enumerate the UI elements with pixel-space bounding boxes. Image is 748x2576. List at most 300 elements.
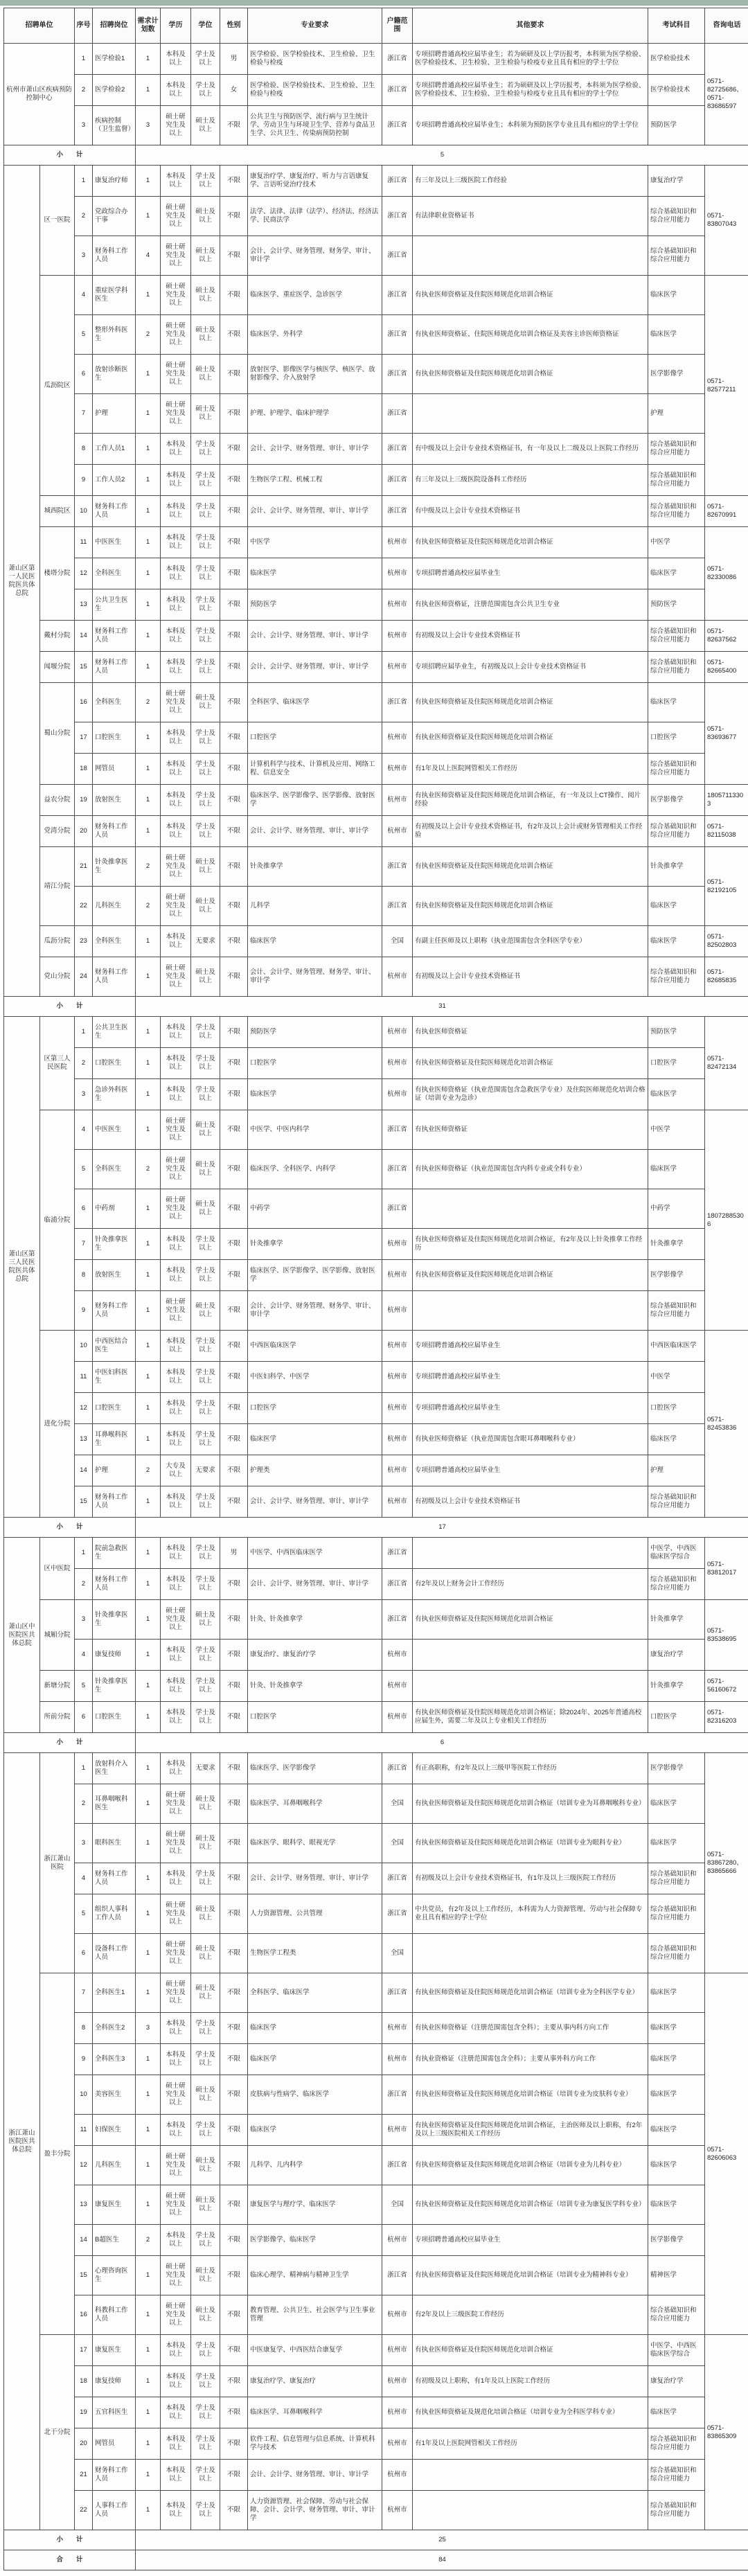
cell-degree: 硕士及以上 (191, 2185, 220, 2225)
subunit-cell: 区第三人民医院 (40, 1017, 75, 1110)
cell-seq: 1 (75, 1017, 93, 1048)
cell-degree: 硕士及以上 (191, 1934, 220, 1973)
cell-degree: 无要求 (191, 926, 220, 957)
cell-exam-subject: 口腔医学 (648, 1702, 705, 1733)
cell-other-requirements (413, 394, 648, 434)
cell-major: 临床医学 (248, 1424, 382, 1455)
cell-major: 中医学、中医内科学 (248, 1110, 382, 1150)
cell-post: 康复医生 (93, 2185, 136, 2225)
cell-region: 杭州市 (382, 2335, 413, 2366)
cell-education: 硕士研究生及以上 (161, 957, 191, 997)
cell-other-requirements: 有执业医师资格证 (413, 1017, 648, 1048)
table-row (4, 2428, 748, 2460)
cell-other-requirements: 有初级及以上会计专业技术资格证书 (413, 621, 648, 652)
cell-gender: 不限 (220, 2366, 248, 2397)
cell-seq: 1 (75, 1753, 93, 1784)
cell-exam-subject: 临床医学 (648, 2397, 705, 2428)
cell-seq: 12 (75, 558, 93, 589)
cell-degree: 学士及以上 (191, 652, 220, 683)
cell-region: 杭州市 (382, 1048, 413, 1079)
cell-post: 放射医生 (93, 1260, 136, 1291)
cell-education: 本科及以上 (161, 1331, 191, 1362)
cell-major: 预防医学 (248, 589, 382, 621)
cell-count: 1 (136, 44, 161, 75)
cell-count: 1 (136, 197, 161, 236)
cell-exam-subject: 综合基础知识和综合应用能力 (648, 2491, 705, 2530)
cell-exam-subject: 临床医学 (648, 2075, 705, 2115)
table-row (4, 1189, 748, 1229)
cell-region: 浙江省 (382, 465, 413, 496)
cell-seq: 1 (75, 166, 93, 197)
cell-seq: 15 (75, 1486, 93, 1518)
cell-exam-subject: 中医学 (648, 1362, 705, 1393)
cell-post: 院前急救医生 (93, 1538, 136, 1569)
cell-gender: 不限 (220, 1753, 248, 1784)
cell-gender: 不限 (220, 1362, 248, 1393)
cell-post: 眼科医生 (93, 1824, 136, 1863)
table-row (4, 2295, 748, 2335)
cell-count: 1 (136, 2185, 161, 2225)
table-row (4, 315, 748, 355)
cell-major: 临床医学 (248, 1079, 382, 1110)
cell-major: 临床医学、医学影像学、医学影像、放射医学 (248, 785, 382, 816)
cell-gender: 不限 (220, 1894, 248, 1934)
cell-major: 康复治疗学、康复治疗、听力与言语康复学、言语听觉治疗技术 (248, 166, 382, 197)
cell-seq: 13 (75, 2185, 93, 2225)
cell-other-requirements (413, 2491, 648, 2530)
cell-region: 杭州市 (382, 1017, 413, 1048)
cell-seq: 3 (75, 1600, 93, 1640)
cell-major: 生物医学工程类 (248, 1934, 382, 1973)
cell-major: 全科医学、临床医学 (248, 1973, 382, 2013)
cell-other-requirements: 有执业医师资格证、住院医师规范化培训合格证及美容主诊医师资格证 (413, 315, 648, 355)
cell-region: 浙江省 (382, 394, 413, 434)
cell-other-requirements: 有执业医师资格证及住院医师规范化培训合格证，主治医师及以上职称，有2年及以上三级医院相关工作经历 (413, 2115, 648, 2146)
cell-seq: 6 (75, 1934, 93, 1973)
cell-count: 1 (136, 2460, 161, 2491)
cell-other-requirements: 有2年及以上财务会计工作经历 (413, 1569, 648, 1600)
subunit-cell: 新塘分院 (40, 1671, 75, 1702)
cell-count: 2 (136, 1455, 161, 1486)
cell-gender: 不限 (220, 558, 248, 589)
cell-count: 1 (136, 2044, 161, 2075)
cell-gender: 不限 (220, 106, 248, 145)
cell-education: 硕士研究生及以上 (161, 847, 191, 887)
cell-post: 财务科工作人员 (93, 816, 136, 847)
table-row (4, 1017, 748, 1048)
cell-region: 杭州市 (382, 2225, 413, 2256)
cell-seq: 3 (75, 1824, 93, 1863)
cell-seq: 10 (75, 496, 93, 527)
cell-count: 4 (136, 236, 161, 276)
cell-education: 硕士研究生及以上 (161, 236, 191, 276)
cell-education: 硕士研究生及以上 (161, 1784, 191, 1824)
cell-education: 本科及以上 (161, 589, 191, 621)
cell-seq: 18 (75, 754, 93, 785)
table-row (4, 394, 748, 434)
cell-exam-subject: 医学影像学 (648, 2225, 705, 2256)
cell-major: 会计、会计学、财务管理、审计、审计学 (248, 2460, 382, 2491)
cell-count: 1 (136, 957, 161, 997)
cell-post: 全科医生 (93, 558, 136, 589)
cell-seq: 4 (75, 1863, 93, 1894)
cell-region: 浙江省 (382, 2256, 413, 2295)
cell-major: 临床医学、全科医学、内科学 (248, 1150, 382, 1189)
cell-post: 财务科工作人员 (93, 2460, 136, 2491)
cell-post: 财务科工作人员 (93, 957, 136, 997)
cell-count: 2 (136, 847, 161, 887)
cell-degree: 学士及以上 (191, 1671, 220, 1702)
cell-region: 浙江省 (382, 75, 413, 106)
cell-post: 妇保医生 (93, 2115, 136, 2146)
cell-major: 康复治疗、康复治疗学 (248, 1640, 382, 1671)
cell-post: 针灸推拿医生 (93, 1671, 136, 1702)
cell-other-requirements: 有初级及以上会计专业技术资格证书 (413, 957, 648, 997)
cell-education: 本科及以上 (161, 621, 191, 652)
cell-gender: 不限 (220, 722, 248, 754)
cell-region: 浙江省 (382, 355, 413, 394)
cell-education: 硕士研究生及以上 (161, 2146, 191, 2185)
cell-count: 1 (136, 1229, 161, 1260)
cell-post: 医学检验2 (93, 75, 136, 106)
cell-region: 浙江省 (382, 1569, 413, 1600)
cell-degree: 硕士及以上 (191, 1189, 220, 1229)
cell-gender: 不限 (220, 1260, 248, 1291)
table-row (4, 1331, 748, 1362)
cell-exam-subject: 综合基础知识和综合应用能力 (648, 816, 705, 847)
cell-count: 1 (136, 1702, 161, 1733)
cell-degree: 学士及以上 (191, 166, 220, 197)
cell-exam-subject: 临床医学 (648, 276, 705, 315)
cell-region: 杭州市 (382, 1229, 413, 1260)
table-row (4, 1671, 748, 1702)
table-row (4, 106, 748, 145)
cell-degree: 硕士及以上 (191, 1291, 220, 1331)
cell-seq: 12 (75, 1393, 93, 1424)
cell-seq: 5 (75, 1894, 93, 1934)
cell-count: 1 (136, 926, 161, 957)
cell-post: 护理 (93, 1455, 136, 1486)
cell-count: 2 (136, 1150, 161, 1189)
cell-region: 杭州市 (382, 1079, 413, 1110)
cell-other-requirements: 有执业医师资格证及住院医师规范化培训合格证，有2年及以上针灸推拿工作经历 (413, 1229, 648, 1260)
subunit-cell: 区一医院 (40, 166, 75, 276)
cell-region: 杭州市 (382, 589, 413, 621)
table-row (4, 2044, 748, 2075)
cell-seq: 15 (75, 652, 93, 683)
cell-major: 中药学 (248, 1189, 382, 1229)
cell-exam-subject: 临床医学 (648, 1824, 705, 1863)
cell-gender: 不限 (220, 1079, 248, 1110)
cell-exam-subject: 临床医学 (648, 2146, 705, 2185)
cell-major: 针灸推拿学 (248, 1229, 382, 1260)
cell-other-requirements: 有执业医师资格证及住院医师规范化培训合格证 (413, 276, 648, 315)
cell-gender: 不限 (220, 1331, 248, 1362)
subunit-cell: 浙江萧山医院 (40, 1753, 75, 1973)
cell-degree: 硕士及以上 (191, 1150, 220, 1189)
cell-education: 本科及以上 (161, 1702, 191, 1733)
cell-degree: 学士及以上 (191, 2335, 220, 2366)
table-row (4, 2185, 748, 2225)
cell-seq: 1 (75, 1538, 93, 1569)
subunit-cell: 蜀山分院 (40, 683, 75, 785)
cell-major: 临床医学 (248, 2115, 382, 2146)
cell-degree: 学士及以上 (191, 2044, 220, 2075)
cell-exam-subject: 综合基础知识和综合应用能力 (648, 957, 705, 997)
cell-other-requirements: 有初级及以上会计专业技术资格证书，有1年及以上三级医院工作经历 (413, 1863, 648, 1894)
cell-education: 本科及以上 (161, 434, 191, 465)
cell-region: 杭州市 (382, 1331, 413, 1362)
cell-other-requirements: 有执业医师资格证及住院医师规范化培训合格证（培训专业为精神科专业） (413, 2256, 648, 2295)
cell-education: 本科及以上 (161, 1569, 191, 1600)
cell-region: 杭州市 (382, 621, 413, 652)
column-header: 性别 (220, 8, 248, 44)
cell-post: 公共卫生医生 (93, 1017, 136, 1048)
cell-education: 本科及以上 (161, 1486, 191, 1518)
cell-post: 中医医生 (93, 1110, 136, 1150)
cell-other-requirements: 有执业医师资格证及住院医师规范化培训合格证 (413, 887, 648, 926)
cell-gender: 不限 (220, 1600, 248, 1640)
cell-count: 1 (136, 2491, 161, 2530)
cell-exam-subject: 综合基础知识和综合应用能力 (648, 1291, 705, 1331)
subtotal-row (4, 997, 748, 1017)
cell-education: 本科及以上 (161, 2460, 191, 2491)
cell-other-requirements (413, 1189, 648, 1229)
total-row (4, 2550, 748, 2570)
cell-count: 1 (136, 355, 161, 394)
cell-major: 会计、会计学、财务管理、审计、审计学 (248, 496, 382, 527)
subtotal-row (4, 1518, 748, 1538)
table-row (4, 1569, 748, 1600)
subunit-cell: 戴村分院 (40, 621, 75, 652)
cell-degree: 学士及以上 (191, 1863, 220, 1894)
cell-post: 放射科介入医生 (93, 1753, 136, 1784)
cell-degree: 学士及以上 (191, 1331, 220, 1362)
cell-major: 中医康复学、中西医结合康复学 (248, 2335, 382, 2366)
cell-exam-subject: 临床医学 (648, 1973, 705, 2013)
cell-other-requirements: 有执业医师资格证及住院医师规范化培训合格证，有一年及以上CT操作、阅片经验 (413, 785, 648, 816)
cell-seq: 13 (75, 1424, 93, 1455)
cell-seq: 5 (75, 1671, 93, 1702)
cell-phone: 0571-82606063 (705, 1973, 748, 2335)
cell-count: 1 (136, 1017, 161, 1048)
cell-gender: 不限 (220, 197, 248, 236)
cell-gender: 不限 (220, 1640, 248, 1671)
cell-major: 生物医学工程、机械工程 (248, 465, 382, 496)
cell-exam-subject: 综合基础知识和综合应用能力 (648, 465, 705, 496)
subunit-cell: 区中医院 (40, 1538, 75, 1600)
cell-exam-subject: 针灸推拿学 (648, 1671, 705, 1702)
cell-gender: 不限 (220, 355, 248, 394)
cell-region: 杭州市 (382, 2115, 413, 2146)
cell-major: 预防医学 (248, 1017, 382, 1048)
cell-other-requirements: 有法律职业资格证书 (413, 197, 648, 236)
cell-count: 1 (136, 166, 161, 197)
cell-phone: 0571-82316203 (705, 1702, 748, 1733)
cell-major: 临床心理学、精神病与精神卫生学 (248, 2256, 382, 2295)
cell-count: 1 (136, 1538, 161, 1569)
cell-other-requirements: 有1年及以上医院网管相关工作经历 (413, 2428, 648, 2460)
cell-gender: 不限 (220, 2491, 248, 2530)
cell-post: 中医妇科医生 (93, 1362, 136, 1393)
cell-degree: 学士及以上 (191, 754, 220, 785)
cell-post: 急诊外科医生 (93, 1079, 136, 1110)
cell-degree: 学士及以上 (191, 1079, 220, 1110)
subtotal-value: 25 (136, 2530, 748, 2550)
cell-post: 党政综合办干事 (93, 197, 136, 236)
cell-education: 本科及以上 (161, 1640, 191, 1671)
cell-region: 杭州市 (382, 2295, 413, 2335)
cell-other-requirements: 有初级及以上会计专业技术资格证书，有2年及以上会计或财务管理相关工作经验 (413, 816, 648, 847)
cell-post: 康复技师 (93, 2366, 136, 2397)
cell-exam-subject: 中医学 (648, 527, 705, 558)
cell-count: 2 (136, 887, 161, 926)
cell-degree: 学士及以上 (191, 1393, 220, 1424)
cell-post: 康复治疗师 (93, 166, 136, 197)
cell-degree: 学士及以上 (191, 1017, 220, 1048)
cell-post: 整形外科医生 (93, 315, 136, 355)
cell-seq: 3 (75, 1079, 93, 1110)
cell-exam-subject: 临床医学 (648, 1424, 705, 1455)
cell-degree: 无要求 (191, 1753, 220, 1784)
cell-education: 本科及以上 (161, 926, 191, 957)
subunit-cell: 党湾分院 (40, 816, 75, 847)
column-header: 其他要求 (413, 8, 648, 44)
cell-major: 人力资源管理、社会保障、劳动与社会保障、会计、会计学、财务管理、审计、审计学 (248, 2491, 382, 2530)
cell-seq: 14 (75, 1455, 93, 1486)
cell-education: 硕士研究生及以上 (161, 2295, 191, 2335)
cell-other-requirements: 有执业医师资格证及住院医师规范化培训合格证（培训专业为儿科专业） (413, 2146, 648, 2185)
table-row (4, 1894, 748, 1934)
cell-other-requirements: 有执业医师资格证及住院医师规范化培训合格证 (413, 722, 648, 754)
cell-post: 网管员 (93, 754, 136, 785)
cell-count: 1 (136, 75, 161, 106)
table-row (4, 527, 748, 558)
table-row (4, 355, 748, 394)
cell-gender: 不限 (220, 2397, 248, 2428)
cell-count: 1 (136, 496, 161, 527)
cell-count: 1 (136, 394, 161, 434)
table-header (4, 8, 748, 44)
cell-major: 会计、会计学、财务管理、审计、审计学 (248, 1863, 382, 1894)
cell-exam-subject: 针灸推拿学 (648, 847, 705, 887)
cell-education: 本科及以上 (161, 1362, 191, 1393)
top-decoration-bar (0, 0, 748, 6)
cell-seq: 4 (75, 1110, 93, 1150)
unit-cell: 萧山区第一人民医院医共体总院 (4, 166, 40, 997)
table-row (4, 1824, 748, 1863)
cell-region: 杭州市 (382, 785, 413, 816)
cell-count: 1 (136, 2075, 161, 2115)
cell-degree: 硕士及以上 (191, 315, 220, 355)
cell-degree: 学士及以上 (191, 621, 220, 652)
cell-gender: 不限 (220, 1150, 248, 1189)
cell-post: 耳鼻咽喉科医生 (93, 1784, 136, 1824)
cell-count: 1 (136, 1824, 161, 1863)
cell-count: 1 (136, 1393, 161, 1424)
cell-gender: 不限 (220, 1017, 248, 1048)
cell-education: 本科及以上 (161, 2225, 191, 2256)
cell-other-requirements: 专项招聘普通高校应届毕业生 (413, 1362, 648, 1393)
cell-count: 1 (136, 1424, 161, 1455)
cell-exam-subject: 中医学、中西医临床医学综合 (648, 2335, 705, 2366)
cell-seq: 19 (75, 785, 93, 816)
cell-major: 临床医学 (248, 926, 382, 957)
cell-degree: 学士及以上 (191, 44, 220, 75)
cell-phone: 0571-83865309 (705, 2335, 748, 2530)
cell-gender: 不限 (220, 434, 248, 465)
cell-other-requirements: 有副主任医师及以上职称（执业范围需包含全科医学专业） (413, 926, 648, 957)
cell-post: 科教科工作人员 (93, 2295, 136, 2335)
subunit-cell: 城西院区 (40, 496, 75, 527)
cell-post: 财务科工作人员 (93, 236, 136, 276)
cell-seq: 2 (75, 197, 93, 236)
cell-region: 浙江省 (382, 847, 413, 887)
cell-seq: 14 (75, 621, 93, 652)
cell-degree: 学士及以上 (191, 785, 220, 816)
cell-region: 杭州市 (382, 1671, 413, 1702)
cell-count: 1 (136, 2115, 161, 2146)
subunit-cell: 闻堰分院 (40, 652, 75, 683)
cell-gender: 不限 (220, 1110, 248, 1150)
column-header: 需求计划数 (136, 8, 161, 44)
cell-major: 临床医学 (248, 2013, 382, 2044)
cell-gender: 不限 (220, 621, 248, 652)
cell-seq: 18 (75, 2366, 93, 2397)
cell-degree: 无要求 (191, 1455, 220, 1486)
cell-education: 本科及以上 (161, 2397, 191, 2428)
cell-major: 会计、会计学、财务管理、财务学、审计、审计学 (248, 957, 382, 997)
cell-exam-subject: 康复治疗学 (648, 1640, 705, 1671)
cell-seq: 17 (75, 722, 93, 754)
cell-education: 本科及以上 (161, 44, 191, 75)
cell-count: 1 (136, 1079, 161, 1110)
cell-post: 口腔医生 (93, 1048, 136, 1079)
table-row (4, 2335, 748, 2366)
cell-post: 全科医生 (93, 683, 136, 722)
cell-region: 杭州市 (382, 1640, 413, 1671)
table-row (4, 2366, 748, 2397)
cell-post: 中医医生 (93, 527, 136, 558)
cell-other-requirements: 有执业医师资格证（注册范围需包含全科）；主要从事内科方向工作 (413, 2013, 648, 2044)
cell-seq: 10 (75, 1331, 93, 1362)
cell-region: 全国 (382, 1934, 413, 1973)
cell-exam-subject: 临床医学 (648, 683, 705, 722)
cell-count: 2 (136, 315, 161, 355)
cell-region: 杭州市 (382, 722, 413, 754)
cell-other-requirements: 有执业医师资格证及规范化培训合格证（培训专业为全科医学科专业） (413, 2397, 648, 2428)
cell-seq: 19 (75, 2397, 93, 2428)
cell-post: 网管员 (93, 2428, 136, 2460)
cell-major: 人力资源管理、公共管理 (248, 1894, 382, 1934)
cell-count: 1 (136, 1110, 161, 1150)
cell-exam-subject: 临床医学 (648, 887, 705, 926)
cell-seq: 3 (75, 236, 93, 276)
cell-exam-subject: 临床医学 (648, 558, 705, 589)
cell-post: 口腔医生 (93, 1393, 136, 1424)
table-row (4, 722, 748, 754)
cell-post: 中西医结合医生 (93, 1331, 136, 1362)
cell-region: 浙江省 (382, 236, 413, 276)
cell-gender: 不限 (220, 2013, 248, 2044)
table-row (4, 2256, 748, 2295)
cell-region: 浙江省 (382, 1150, 413, 1189)
cell-degree: 硕士及以上 (191, 1110, 220, 1150)
cell-seq: 10 (75, 2075, 93, 2115)
cell-gender: 不限 (220, 589, 248, 621)
table-row (4, 1048, 748, 1079)
cell-education: 本科及以上 (161, 1393, 191, 1424)
